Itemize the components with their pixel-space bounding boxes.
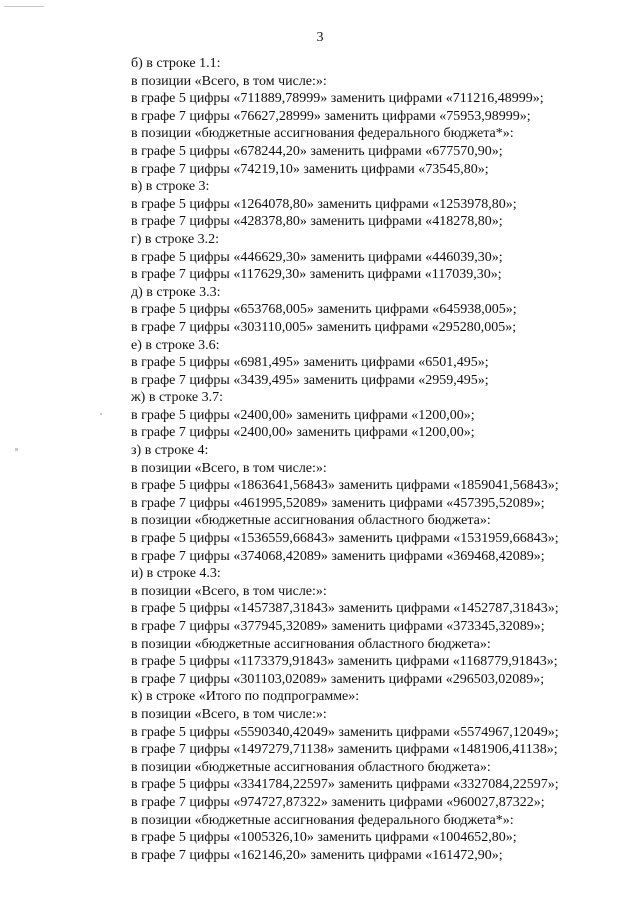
text-line: в графе 7 цифры «377945,32089» заменить цифрами «373345,32089»;: [131, 619, 545, 634]
text-line: в графе 7 цифры «428378,80» заменить цифрами «418278,80»;: [131, 214, 503, 230]
text-line: д) в строке 3.3:: [131, 284, 221, 300]
text-line: в графе 7 цифры «974727,87322» заменить цифрами «960027,87322»;: [131, 794, 545, 810]
text-line: в графе 5 цифры «1536559,66843» заменить цифрами «1531959,66843»;: [131, 531, 559, 547]
scan-mark: [100, 413, 102, 415]
text-line: в графе 5 цифры «5590340,42049» заменить цифрами «5574967,12049»;: [131, 724, 559, 740]
text-line: в графе 7 цифры «303110,005» заменить цифрами «295280,005»;: [131, 319, 517, 335]
text-line: в графе 5 цифры «1457387,31843» заменить цифрами «1452787,31843»;: [131, 601, 559, 617]
text-line: в графе 5 цифры «1863641,56843» заменить цифрами «1859041,56843»;: [131, 478, 559, 494]
text-line: в графе 7 цифры «3439,495» заменить цифрами «2959,495»;: [131, 372, 489, 388]
text-line: ж) в строке 3.7:: [131, 390, 224, 406]
text-line: в графе 5 цифры «1005326,10» заменить цифрами «1004652,80»;: [131, 830, 517, 846]
text-line: в графе 5 цифры «711889,78999» заменить цифрами «711216,48999»;: [131, 91, 544, 107]
text-line: в позиции «бюджетные ассигнования федерального бюджета*»:: [131, 126, 514, 142]
text-line: в графе 7 цифры «74219,10» заменить цифрами «73545,80»;: [131, 161, 489, 177]
page-number: 3: [316, 30, 324, 45]
text-line: в графе 5 цифры «2400,00» заменить цифрами «1200,00»;: [131, 407, 475, 423]
text-line: в позиции «бюджетные ассигнования областного бюджета»:: [131, 759, 491, 775]
text-line: к) в строке «Итого по подпрограмме»:: [131, 689, 360, 705]
text-line: в позиции «Всего, в том числе:»:: [131, 706, 327, 722]
text-line: в графе 5 цифры «3341784,22597» заменить цифрами «3327084,22597»;: [131, 777, 559, 793]
document-body: [131, 55, 611, 864]
text-line: в графе 7 цифры «461995,52089» заменить цифрами «457395,52089»;: [131, 495, 545, 511]
text-line: в позиции «Всего, в том числе:»:: [131, 583, 327, 599]
text-line: в графе 5 цифры «1173379,91843» заменить цифрами «1168779,91843»;: [131, 654, 558, 670]
text-line: в позиции «Всего, в том числе:»:: [131, 460, 327, 476]
text-line: в графе 5 цифры «1264078,80» заменить цифрами «1253978,80»;: [131, 196, 517, 212]
text-line: в графе 7 цифры «1497279,71138» заменить цифрами «1481906,41138»;: [131, 742, 558, 758]
text-line: е) в строке 3.6:: [131, 337, 220, 353]
text-line: в графе 7 цифры «2400,00» заменить цифрами «1200,00»;: [131, 425, 475, 441]
text-line: в графе 7 цифры «162146,20» заменить цифрами «161472,90»;: [131, 847, 503, 863]
text-line: в графе 7 цифры «374068,42089» заменить цифрами «369468,42089»;: [131, 548, 545, 564]
text-line: в графе 7 цифры «76627,28999» заменить цифрами «75953,98999»;: [131, 108, 531, 124]
scan-mark: [15, 448, 18, 451]
scan-mark: [4, 6, 44, 7]
text-line: б) в строке 1.1:: [131, 56, 221, 71]
text-line: в графе 5 цифры «6981,495» заменить цифрами «6501,495»;: [131, 355, 489, 371]
text-line: в) в строке 3:: [131, 179, 210, 195]
text-line: в позиции «бюджетные ассигнования областного бюджета»:: [131, 636, 491, 652]
text-line: в позиции «Всего, в том числе:»:: [131, 73, 327, 89]
text-line: в позиции «бюджетные ассигнования областного бюджета»:: [131, 513, 491, 529]
text-line: в графе 5 цифры «446629,30» заменить цифрами «446039,30»;: [131, 249, 503, 265]
text-line: в графе 5 цифры «653768,005» заменить цифрами «645938,005»;: [131, 302, 517, 318]
text-line: и) в строке 4.3:: [131, 566, 221, 582]
text-line: в позиции «бюджетные ассигнования федерального бюджета*»:: [131, 812, 514, 828]
text-line: в графе 7 цифры «301103,02089» заменить цифрами «296503,02089»;: [131, 671, 545, 687]
text-line: в графе 5 цифры «678244,20» заменить цифрами «677570,90»;: [131, 143, 503, 159]
text-line: з) в строке 4:: [131, 443, 209, 459]
text-line: в графе 7 цифры «117629,30» заменить цифрами «117039,30»;: [131, 267, 502, 283]
text-line: г) в строке 3.2:: [131, 231, 220, 247]
